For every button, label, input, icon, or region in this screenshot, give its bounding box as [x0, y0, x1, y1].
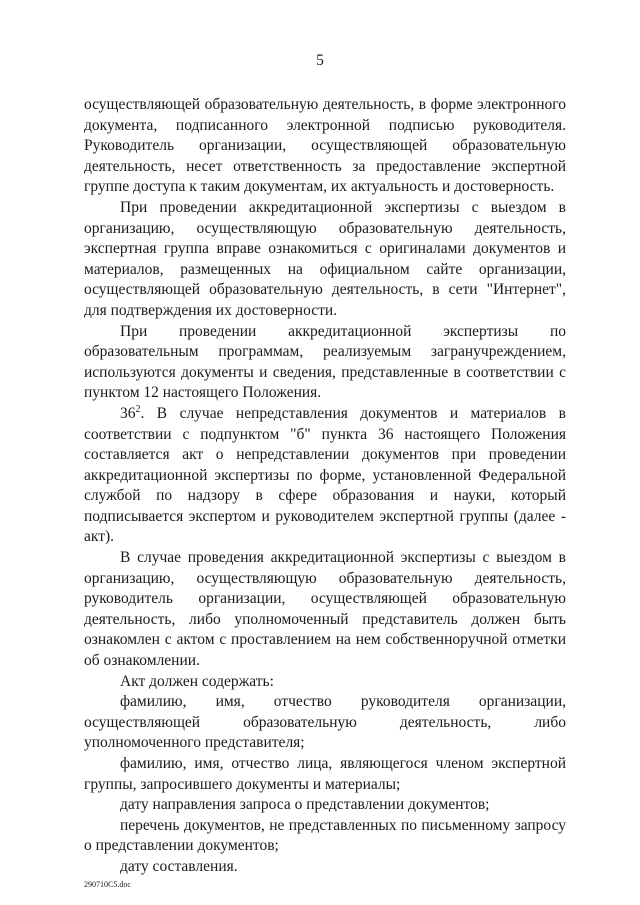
paragraph-9: дату направления запроса о представлении документов;	[120, 796, 490, 814]
footer-filename: 290710C5.doc	[84, 880, 131, 889]
clause-superscript: 2	[135, 403, 141, 415]
paragraph-2: При проведении аккредитационной экспертизы с выездом в организацию, осуществляющую образовательную деятельность, экспертная группа вправе ознакомиться с оригиналами документов и материалов, размещенных на официальном сайте организации, осуществляющей образовательную деятельность, в сети "Интернет", для подтверждения их достоверности.	[84, 198, 566, 319]
clause-number: 36	[120, 404, 136, 422]
paragraph-6: Акт должен содержать:	[120, 672, 274, 690]
paragraph-1: осуществляющей образовательную деятельность, в форме электронного документа, подписанного электронной подписью руководителя. Руководитель организации, осуществляющей образовательную деятельность, несет ответственность за предоставление экспертной группе доступа к таким документам, их актуальность и достоверность.	[84, 96, 566, 196]
paragraph-7: фамилию, имя, отчество руководителя организации, осуществляющей образовательную деятельность, либо уполномоченного представителя;	[84, 693, 566, 752]
document-body	[84, 95, 566, 878]
paragraph-11: дату составления.	[120, 857, 238, 875]
clause-text: . В случае непредставления документов и материалов в соответствии с подпунктом "б" пункта 36 настоящего Положения составляется акт о непредставлении документов при проведении аккредитационной экспертизы по форме, установленной Федеральной службой по надзору в сфере образования и науки, который подписывается экспертом и руководителем экспертной группы (далее - акт).	[84, 404, 566, 546]
page-number: 5	[316, 52, 324, 69]
paragraph-5: В случае проведения аккредитационной экспертизы с выездом в организацию, осуществляющую образовательную деятельность, руководитель организации, осуществляющей образовательную деятельность, либо уполномоченный представитель должен быть ознакомлен с актом с проставлением на нем собственноручной отметки об ознакомлении.	[84, 549, 566, 670]
paragraph-8: фамилию, имя, отчество лица, являющегося членом экспертной группы, запросившего документы и материалы;	[84, 755, 566, 793]
paragraph-10: перечень документов, не представленных по письменному запросу о представлении документов;	[84, 816, 566, 855]
paragraph-3: При проведении аккредитационной экспертизы по образовательным программам, реализуемым загранучреждением, используются документы и сведения, представленные в соответствии с пунктом 12 настоящего Положения.	[84, 322, 566, 402]
paragraph-4	[84, 404, 566, 548]
